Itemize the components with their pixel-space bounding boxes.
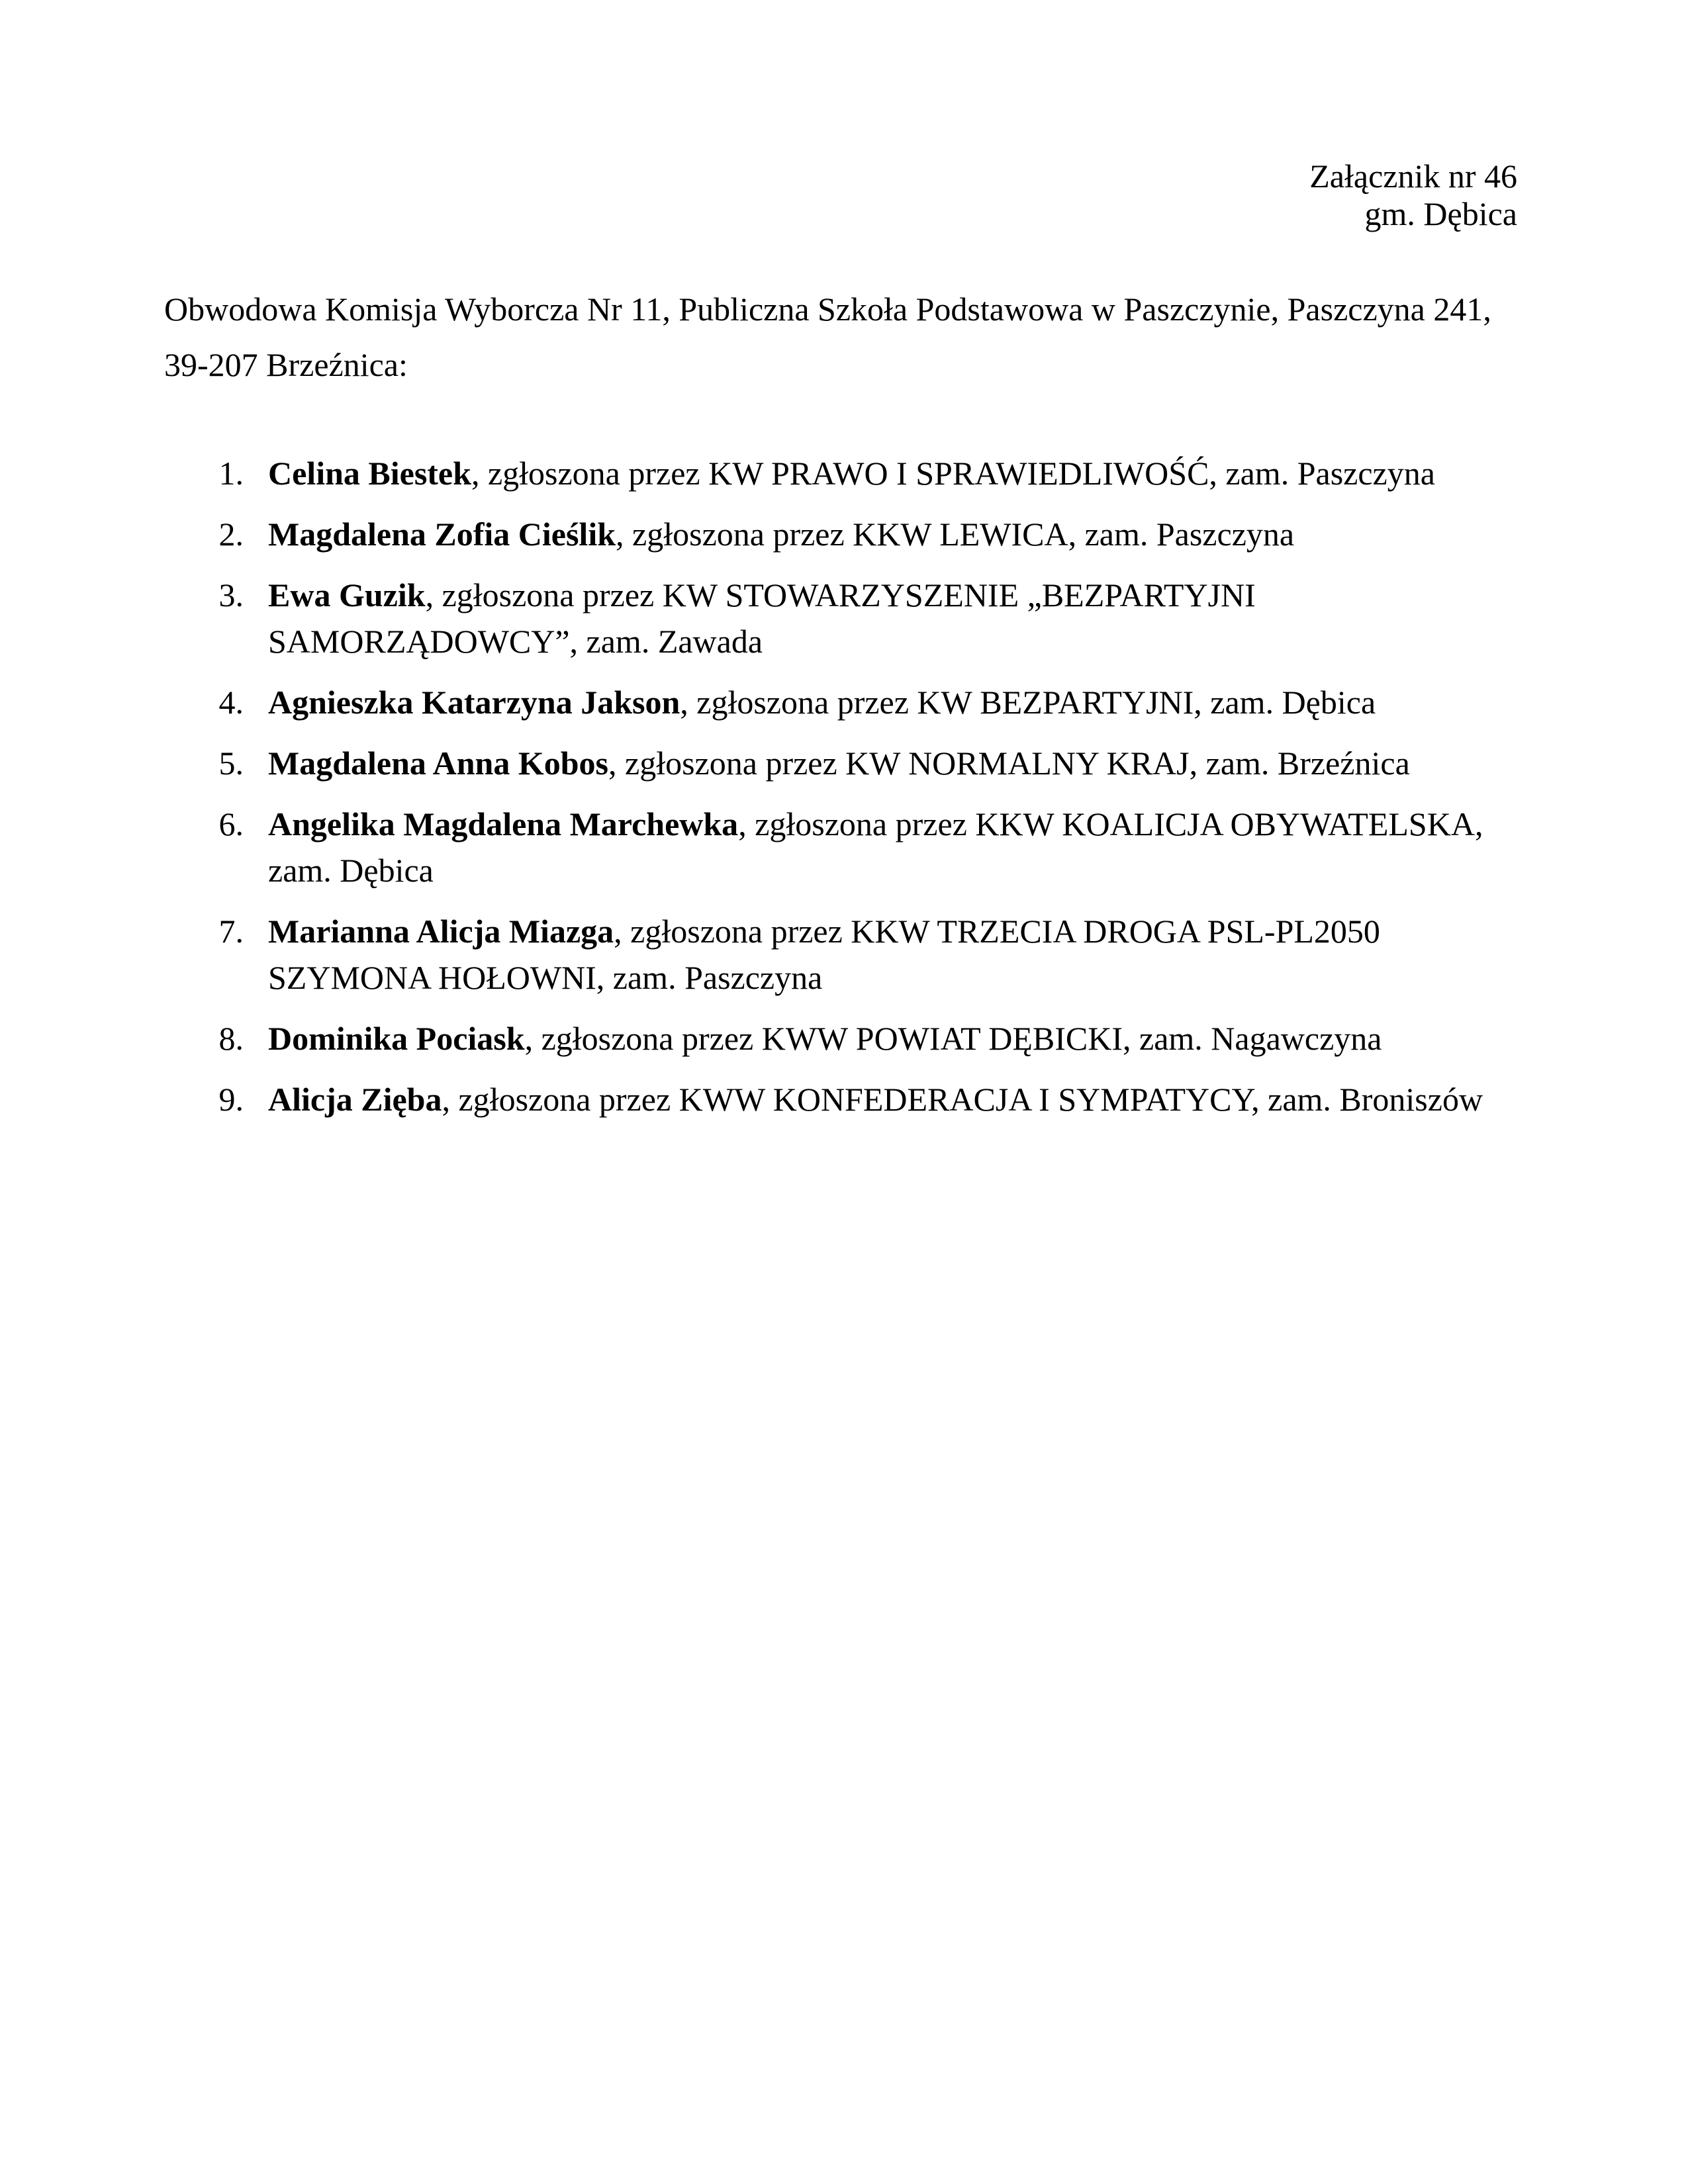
member-details: , zgłoszona przez KW STOWARZYSZENIE „BEZPARTYJNI SAMORZĄDOWCY”, zam. Zawada: [268, 576, 1256, 660]
item-number: 4.: [218, 684, 244, 721]
item-number: 5.: [218, 745, 244, 782]
member-details: , zgłoszona przez KKW TRZECIA DROGA PSL-PL2050 SZYMONA HOŁOWNI, zam. Paszczyna: [268, 913, 1380, 996]
list-item: [164, 1076, 1541, 1122]
municipality: gm. Dębica: [1364, 195, 1517, 232]
item-number: 1.: [218, 455, 244, 492]
member-name: Celina Biestek: [268, 455, 471, 492]
list-item: [164, 511, 1541, 557]
member-details: , zgłoszona przez KW NORMALNY KRAJ, zam. Brzeźnica: [608, 745, 1410, 782]
list-item: [164, 679, 1541, 725]
member-details: , zgłoszona przez KKW KOALICJA OBYWATELSKA, zam. Dębica: [268, 805, 1483, 889]
document-header: [1309, 158, 1517, 233]
member-name: Dominika Pociask: [268, 1020, 525, 1057]
list-item: [164, 1015, 1541, 1062]
member-details: , zgłoszona przez KW PRAWO I SPRAWIEDLIWOŚĆ, zam. Paszczyna: [471, 455, 1435, 492]
item-number: 9.: [218, 1081, 244, 1118]
list-item: [164, 801, 1541, 893]
member-name: Alicja Zięba: [268, 1081, 442, 1118]
list-item: [164, 572, 1541, 664]
member-details: , zgłoszona przez KKW LEWICA, zam. Paszczyna: [616, 516, 1295, 553]
item-number: 6.: [218, 805, 244, 842]
member-details: , zgłoszona przez KWW POWIAT DĘBICKI, zam. Nagawczyna: [524, 1020, 1382, 1057]
member-details: , zgłoszona przez KWW KONFEDERACJA I SYMPATYCY, zam. Broniszów: [442, 1081, 1483, 1118]
item-number: 3.: [218, 576, 244, 614]
item-number: 7.: [218, 913, 244, 950]
list-item: [164, 450, 1541, 496]
member-name: Magdalena Anna Kobos: [268, 745, 609, 782]
list-item: [164, 908, 1541, 1001]
member-name: Agnieszka Katarzyna Jakson: [268, 684, 680, 721]
item-number: 8.: [218, 1020, 244, 1057]
list-item: [164, 740, 1541, 786]
member-name: Angelika Magdalena Marchewka: [268, 805, 739, 842]
members-list: [164, 450, 1541, 1137]
annex-number: Załącznik nr 46: [1309, 158, 1517, 195]
member-details: , zgłoszona przez KW BEZPARTYJNI, zam. Dębica: [680, 684, 1376, 721]
item-number: 2.: [218, 516, 244, 553]
member-name: Marianna Alicja Miazga: [268, 913, 614, 950]
member-name: Magdalena Zofia Cieślik: [268, 516, 616, 553]
commission-description: Obwodowa Komisja Wyborcza Nr 11, Publiczna Szkoła Podstawowa w Paszczynie, Paszczyna 241, 39-207 Brzeźnica:: [164, 291, 1491, 383]
member-name: Ewa Guzik: [268, 576, 426, 614]
